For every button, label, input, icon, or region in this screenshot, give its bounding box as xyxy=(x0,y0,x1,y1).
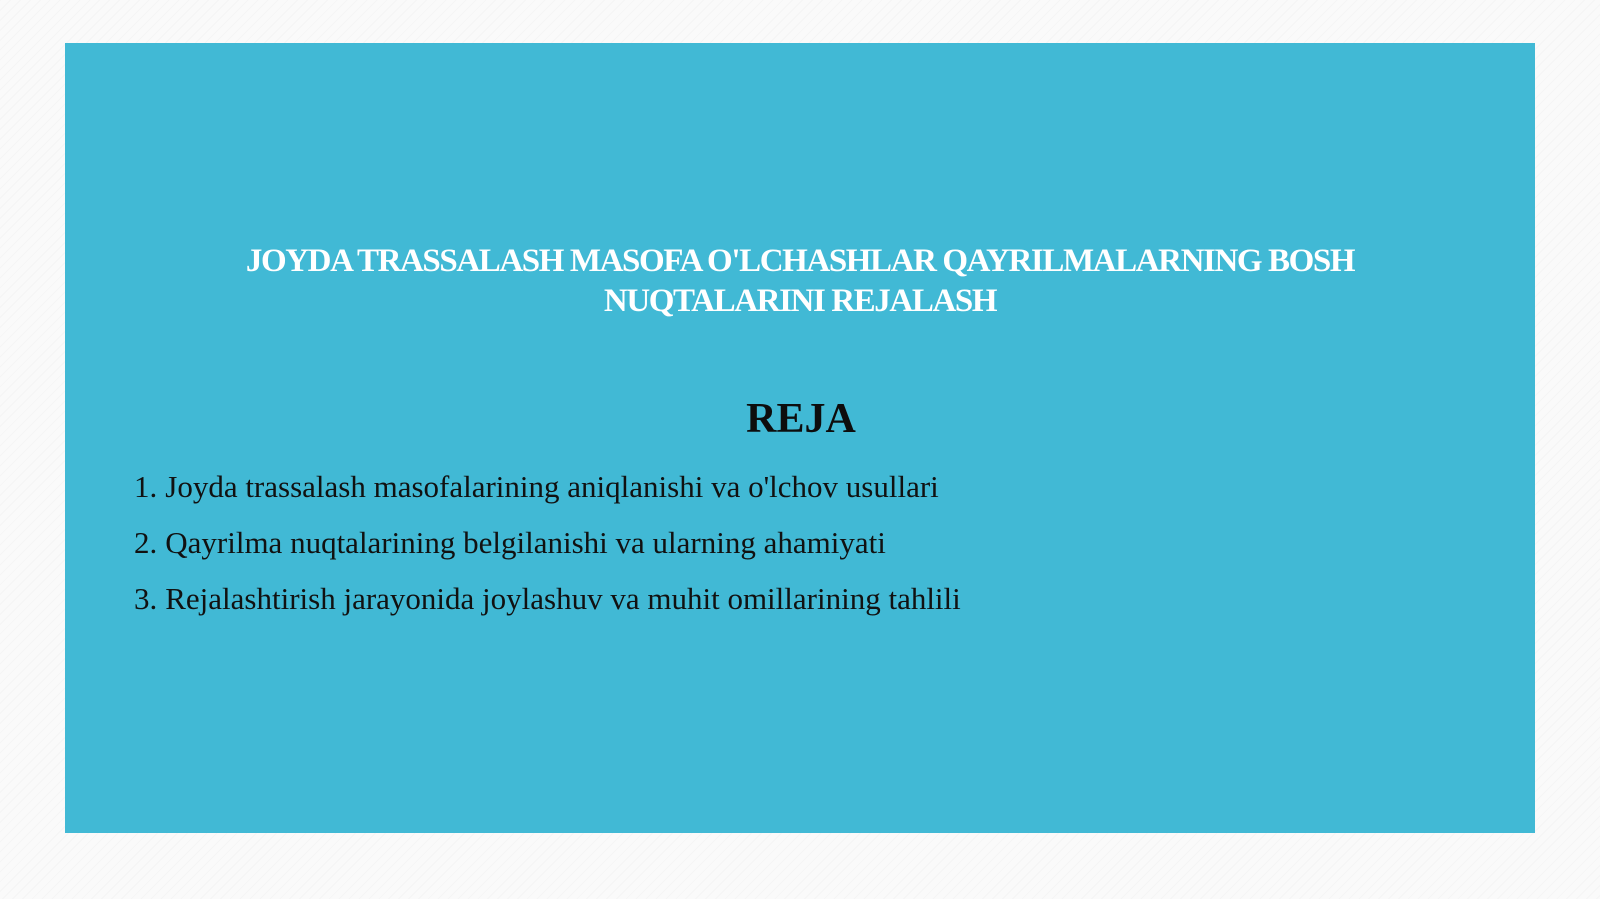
plan-list xyxy=(134,459,961,627)
plan-heading: REJA xyxy=(746,396,856,442)
slide-panel xyxy=(65,43,1535,833)
plan-item-text: Joyda trassalash masofalarining aniqlanishi va o'lchov usullari xyxy=(165,469,939,504)
slide-title-line-2: NUQTALARINI REJALASH xyxy=(603,283,997,319)
slide-title-line-1: JOYDA TRASSALASH MASOFA O'LCHASHLAR QAYRILMALARNING BOSH xyxy=(245,243,1355,279)
plan-item-number: 3. xyxy=(134,581,158,616)
plan-item-text: Rejalashtirish jarayonida joylashuv va muhit omillarining tahlili xyxy=(165,581,961,616)
plan-item-2 xyxy=(134,515,961,571)
plan-item-1 xyxy=(134,459,961,515)
plan-item-number: 2. xyxy=(134,525,158,560)
plan-item-3 xyxy=(134,571,961,627)
plan-item-text: Qayrilma nuqtalarining belgilanishi va ularning ahamiyati xyxy=(165,525,886,560)
plan-item-number: 1. xyxy=(134,469,158,504)
slide-title xyxy=(65,241,1535,321)
